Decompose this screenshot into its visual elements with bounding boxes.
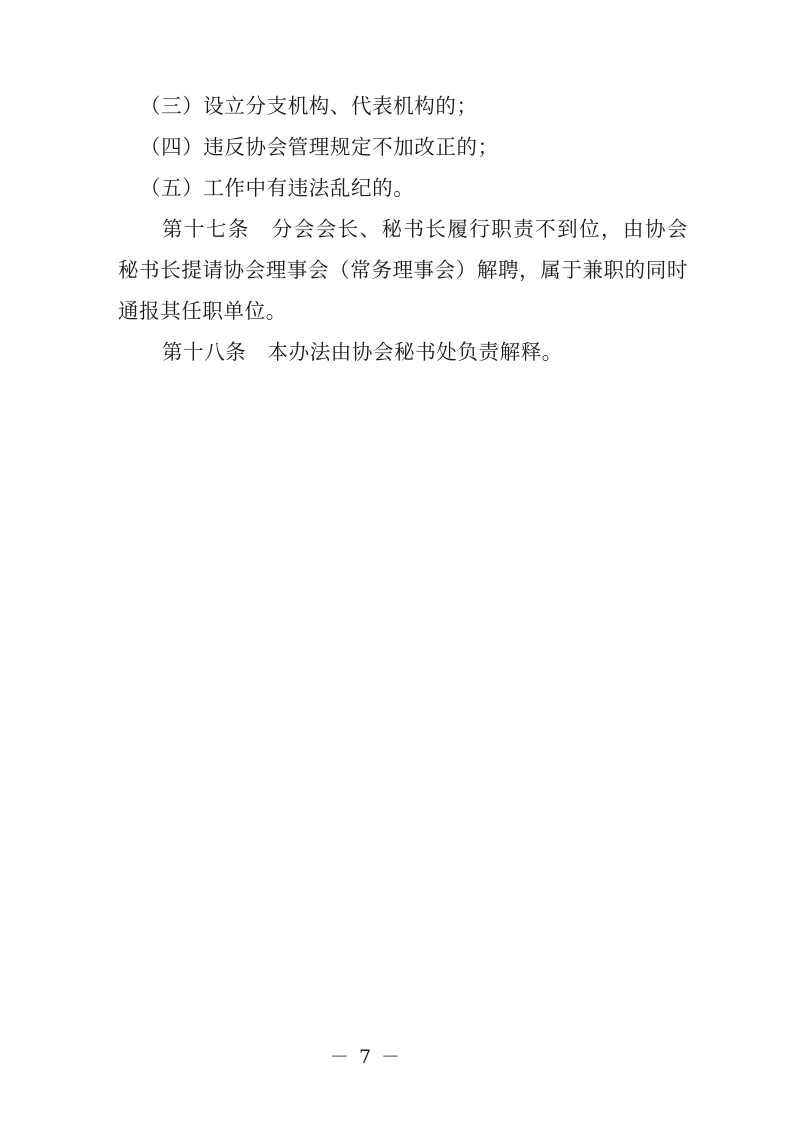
list-item-three: （三）设立分支机构、代表机构的； <box>140 94 478 118</box>
article-seventeen: 第十七条 分会会长、秘书长履行职责不到位，由协会秘书长提请协会理事会（常务理事会）解聘，属于兼职的同时通报其任职单位。 <box>118 217 688 323</box>
page-number: － 7 － <box>329 1046 403 1068</box>
document-body <box>118 86 688 373</box>
article-eighteen: 第十八条 本办法由协会秘书处负责解释。 <box>162 340 563 364</box>
list-item-five: （五）工作中有违法乱纪的。 <box>140 176 415 200</box>
list-item-four: （四）违反协会管理规定不加改正的； <box>140 135 499 159</box>
